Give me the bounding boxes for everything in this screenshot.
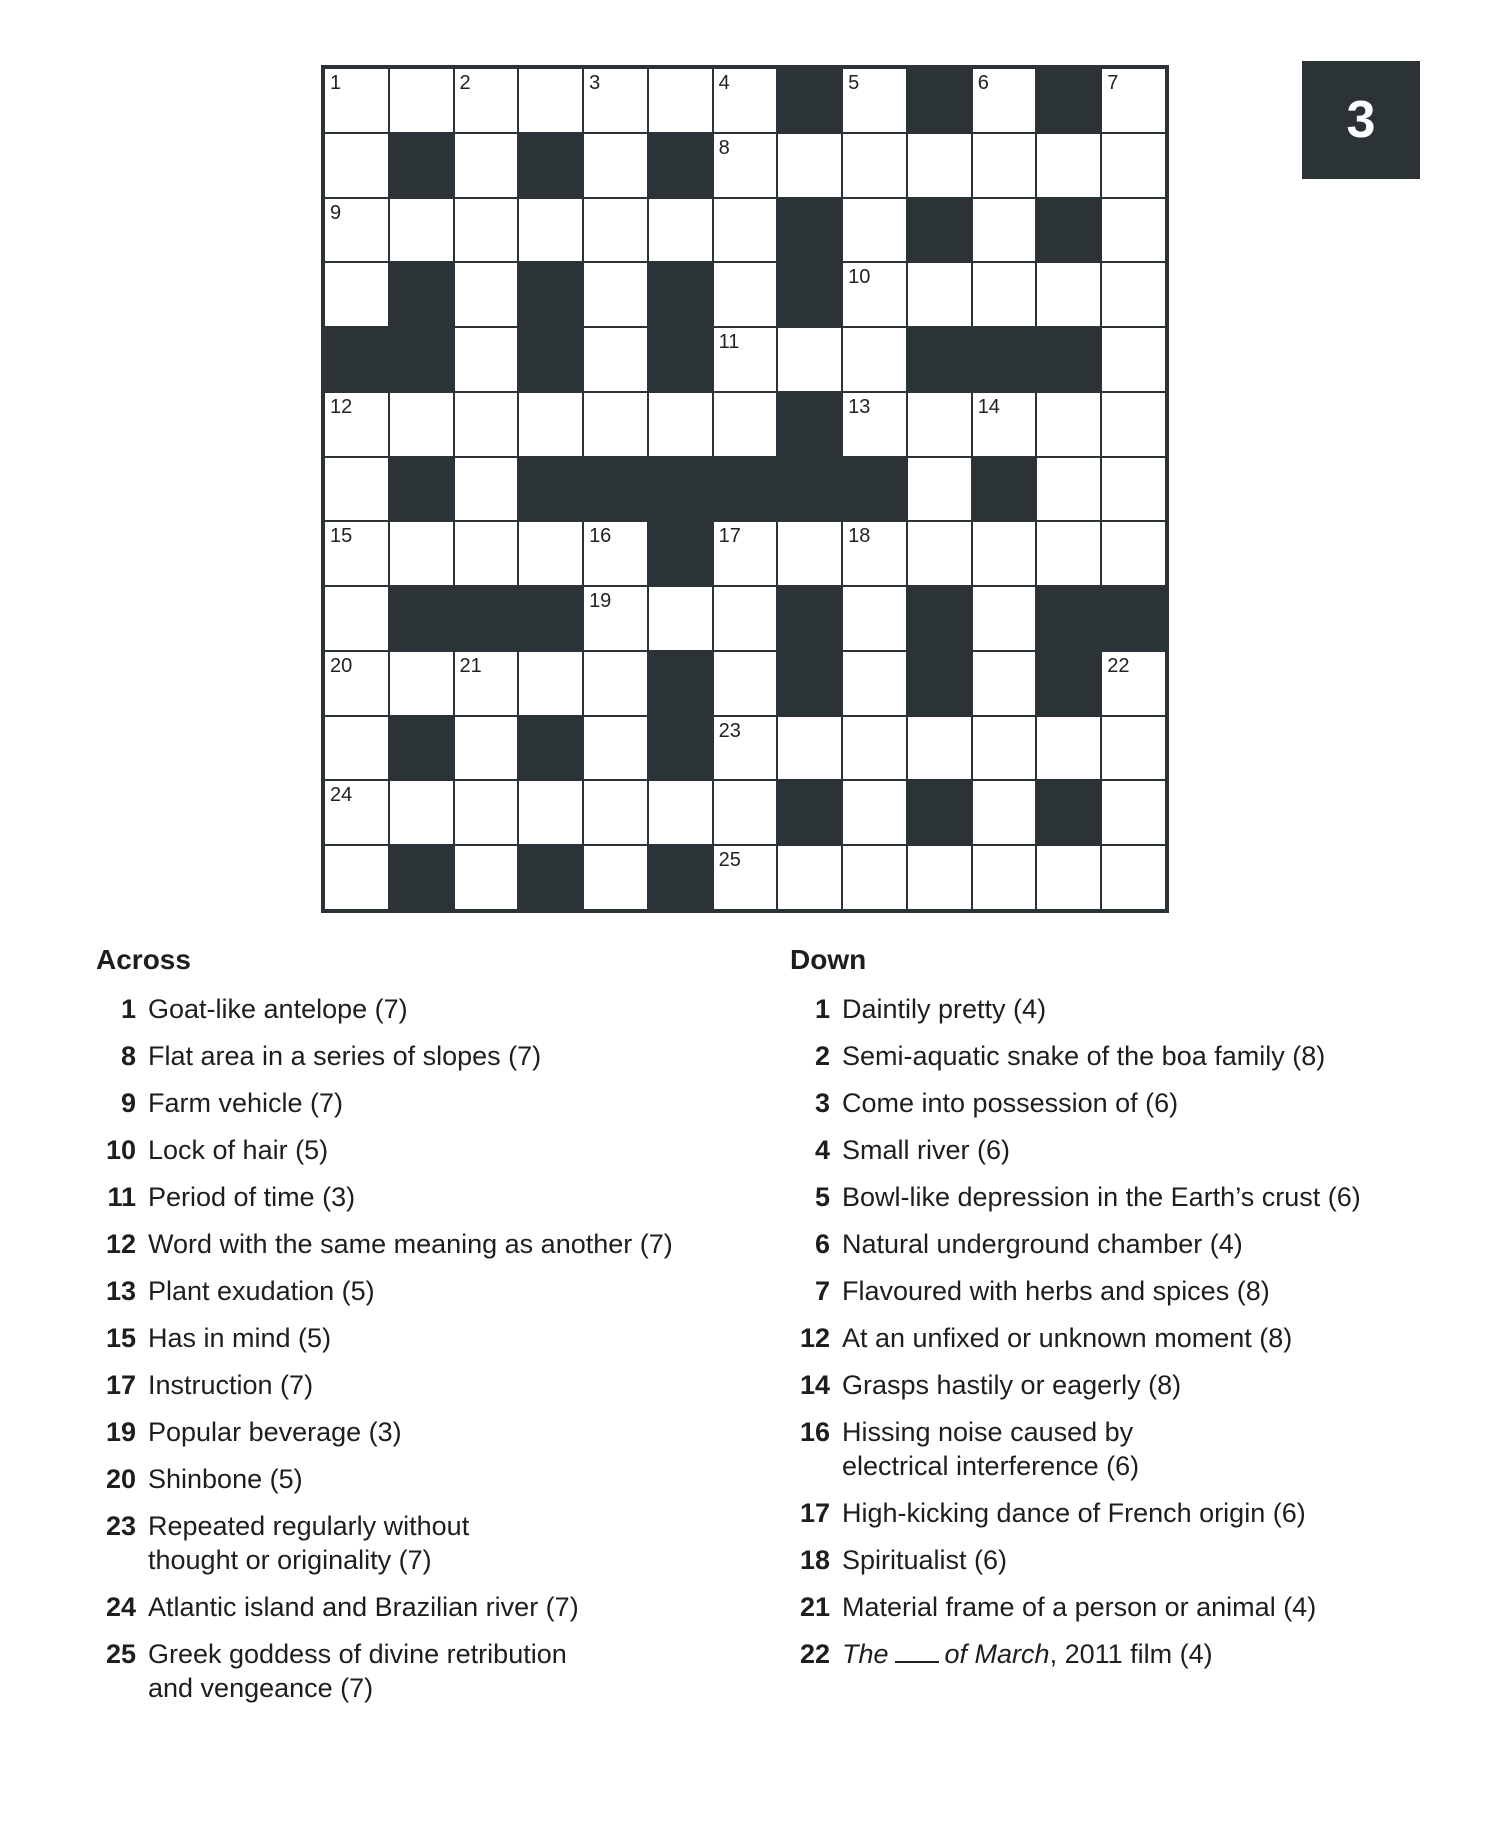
clue-down-12	[790, 1321, 1430, 1355]
grid-cell[interactable]	[1101, 262, 1166, 327]
cell-number: 16	[589, 525, 612, 548]
clue-number: 19	[105, 1417, 136, 1447]
grid-cell[interactable]	[842, 262, 907, 327]
grid-cell-black	[648, 651, 713, 716]
grid-cell[interactable]	[842, 586, 907, 651]
clue-text: Goat-like antelope (7)	[148, 994, 408, 1024]
grid-cell[interactable]	[454, 68, 519, 133]
clue-text: Instruction (7)	[148, 1370, 314, 1400]
clue-text: Greek goddess of divine retribution	[148, 1639, 567, 1669]
grid-cell[interactable]	[842, 845, 907, 910]
grid-cell[interactable]	[583, 521, 648, 586]
clue-across-19	[96, 1415, 736, 1449]
cell-number: 25	[718, 849, 741, 872]
cell-number: 17	[718, 525, 741, 548]
grid-cell[interactable]	[1101, 845, 1166, 910]
grid-cell[interactable]	[907, 262, 972, 327]
grid-cell-black	[907, 198, 972, 263]
cell-number: 15	[330, 525, 353, 548]
grid-cell[interactable]	[324, 521, 389, 586]
grid-cell[interactable]	[1101, 651, 1166, 716]
clue-number: 20	[105, 1464, 136, 1494]
cell-number: 19	[589, 590, 612, 613]
grid-cell-black	[648, 845, 713, 910]
grid-cell[interactable]	[454, 716, 519, 781]
grid-cell[interactable]	[713, 392, 778, 457]
clue-down-7	[790, 1274, 1430, 1308]
across-heading: Across	[96, 944, 191, 975]
grid-cell-black	[518, 457, 583, 522]
grid-cell-black	[454, 586, 519, 651]
grid-cell-black	[518, 586, 583, 651]
grid-cell[interactable]	[324, 780, 389, 845]
grid-cell[interactable]	[1101, 521, 1166, 586]
clue-down-22	[790, 1637, 1430, 1671]
grid-cell[interactable]	[842, 651, 907, 716]
clue-across-10	[96, 1133, 736, 1167]
clue-text: Come into possession of (6)	[842, 1088, 1179, 1118]
clue-number: 24	[105, 1592, 136, 1622]
grid-cell-black	[518, 327, 583, 392]
clue-text: Word with the same meaning as another (7)	[148, 1229, 673, 1259]
clue-text: High-kicking dance of French origin (6)	[842, 1498, 1306, 1528]
answer-blank	[895, 1641, 939, 1663]
grid-cell[interactable]	[907, 457, 972, 522]
grid-cell[interactable]	[583, 262, 648, 327]
grid-cell-black	[518, 262, 583, 327]
clue-down-4	[790, 1133, 1430, 1167]
grid-cell[interactable]	[907, 392, 972, 457]
clue-text: Natural underground chamber (4)	[842, 1229, 1243, 1259]
grid-cell-black	[648, 716, 713, 781]
grid-cell[interactable]	[324, 845, 389, 910]
clue-across-20	[96, 1462, 736, 1496]
grid-cell[interactable]	[324, 457, 389, 522]
clue-text: Small river (6)	[842, 1135, 1011, 1165]
clue-number: 3	[814, 1088, 830, 1118]
grid-cell-black	[518, 133, 583, 198]
grid-cell[interactable]	[583, 780, 648, 845]
clue-text: Atlantic island and Brazilian river (7)	[148, 1592, 579, 1622]
grid-cell[interactable]	[583, 68, 648, 133]
clue-number: 12	[105, 1229, 136, 1259]
clue-text: Period of time (3)	[148, 1182, 356, 1212]
grid-cell[interactable]	[454, 327, 519, 392]
clue-text: Daintily pretty (4)	[842, 994, 1047, 1024]
grid-cell[interactable]	[713, 68, 778, 133]
clue-number: 22	[799, 1639, 830, 1669]
grid-cell[interactable]	[842, 327, 907, 392]
clue-number: 1	[120, 994, 136, 1024]
grid-cell-black	[907, 651, 972, 716]
grid-cell[interactable]	[713, 845, 778, 910]
grid-cell-black	[1036, 68, 1101, 133]
clue-number: 10	[105, 1135, 136, 1165]
clue-text: Popular beverage (3)	[148, 1417, 402, 1447]
grid-cell[interactable]	[518, 68, 583, 133]
grid-cell[interactable]	[972, 68, 1037, 133]
grid-cell[interactable]	[842, 716, 907, 781]
page-number-badge: 3	[1302, 61, 1420, 179]
grid-cell-black	[389, 457, 454, 522]
clue-text: Farm vehicle (7)	[148, 1088, 344, 1118]
grid-cell[interactable]	[907, 845, 972, 910]
clue-text: Bowl-like depression in the Earth’s crust (6)	[842, 1182, 1361, 1212]
grid-cell[interactable]	[1101, 327, 1166, 392]
grid-cell[interactable]	[907, 521, 972, 586]
grid-cell-black	[907, 780, 972, 845]
clue-across-9	[96, 1086, 736, 1120]
cell-number: 22	[1107, 654, 1130, 677]
grid-cell[interactable]	[583, 845, 648, 910]
grid-cell[interactable]	[1036, 133, 1101, 198]
cell-number: 20	[330, 654, 353, 677]
cell-number: 13	[848, 395, 871, 418]
grid-cell-black	[1036, 780, 1101, 845]
clue-text: Hissing noise caused by	[842, 1417, 1134, 1447]
grid-cell[interactable]	[324, 586, 389, 651]
across-clues	[96, 944, 736, 1718]
clue-number: 14	[799, 1370, 830, 1400]
grid-cell[interactable]	[1101, 457, 1166, 522]
cell-number: 14	[977, 395, 1000, 418]
grid-cell[interactable]	[842, 780, 907, 845]
grid-cell-black	[777, 457, 842, 522]
clue-down-3	[790, 1086, 1430, 1120]
grid-cell[interactable]	[713, 651, 778, 716]
grid-cell-black	[1036, 586, 1101, 651]
grid-cell[interactable]	[1036, 716, 1101, 781]
grid-cell[interactable]	[713, 716, 778, 781]
grid-cell[interactable]	[389, 651, 454, 716]
grid-cell[interactable]	[648, 392, 713, 457]
clue-down-5	[790, 1180, 1430, 1214]
grid-cell-black	[842, 457, 907, 522]
cell-number: 3	[589, 72, 601, 94]
cell-number: 4	[718, 72, 730, 94]
grid-cell[interactable]	[1101, 780, 1166, 845]
grid-cell[interactable]	[454, 457, 519, 522]
grid-cell-black	[777, 392, 842, 457]
grid-cell[interactable]	[648, 68, 713, 133]
grid-cell[interactable]	[972, 845, 1037, 910]
clue-across-25	[96, 1637, 736, 1705]
grid-cell[interactable]	[324, 68, 389, 133]
grid-cell[interactable]	[1036, 521, 1101, 586]
clue-text: At an unfixed or unknown moment (8)	[842, 1323, 1293, 1353]
clue-text: Grasps hastily or eagerly (8)	[842, 1370, 1182, 1400]
clue-text: , 2011 film (4)	[1049, 1639, 1213, 1669]
clue-down-14	[790, 1368, 1430, 1402]
grid-cell[interactable]	[648, 780, 713, 845]
grid-cell-black	[648, 327, 713, 392]
clue-down-17	[790, 1496, 1430, 1530]
film-title-start: The	[842, 1639, 889, 1669]
clue-text: Material frame of a person or animal (4)	[842, 1592, 1317, 1622]
grid-cell[interactable]	[324, 262, 389, 327]
grid-cell[interactable]	[324, 133, 389, 198]
clue-text: Flavoured with herbs and spices (8)	[842, 1276, 1270, 1306]
grid-cell[interactable]	[1036, 262, 1101, 327]
grid-cell[interactable]	[648, 586, 713, 651]
grid-cell-black	[648, 521, 713, 586]
clue-across-8	[96, 1039, 736, 1073]
cell-number: 8	[718, 136, 730, 159]
grid-cell[interactable]	[583, 651, 648, 716]
grid-cell[interactable]	[777, 327, 842, 392]
grid-cell[interactable]	[454, 780, 519, 845]
cell-number: 7	[1107, 72, 1119, 94]
clue-text: Plant exudation (5)	[148, 1276, 375, 1306]
grid-cell[interactable]	[518, 651, 583, 716]
clue-number: 15	[105, 1323, 136, 1353]
grid-cell-black	[1036, 651, 1101, 716]
clue-down-2	[790, 1039, 1430, 1073]
grid-cell[interactable]	[972, 198, 1037, 263]
grid-cell[interactable]	[907, 133, 972, 198]
cell-number: 18	[848, 525, 871, 548]
grid-cell-black	[1036, 327, 1101, 392]
clue-text: Spiritualist (6)	[842, 1545, 1008, 1575]
grid-cell[interactable]	[777, 521, 842, 586]
clue-number: 12	[799, 1323, 830, 1353]
crossword-grid	[321, 65, 1169, 913]
grid-cell[interactable]	[518, 198, 583, 263]
grid-cell[interactable]	[777, 133, 842, 198]
grid-cell-black	[907, 68, 972, 133]
clue-number: 17	[799, 1498, 830, 1528]
grid-cell[interactable]	[842, 521, 907, 586]
clue-across-23	[96, 1509, 736, 1577]
grid-cell[interactable]	[454, 651, 519, 716]
grid-cell[interactable]	[713, 198, 778, 263]
grid-cell[interactable]	[389, 521, 454, 586]
down-clue-list	[790, 992, 1430, 1624]
grid-cell[interactable]	[1101, 392, 1166, 457]
grid-cell[interactable]	[713, 262, 778, 327]
grid-cell[interactable]	[583, 327, 648, 392]
grid-cell[interactable]	[972, 521, 1037, 586]
down-heading: Down	[790, 944, 867, 975]
grid-cell[interactable]	[972, 716, 1037, 781]
grid-cell[interactable]	[389, 198, 454, 263]
grid-cell[interactable]	[648, 198, 713, 263]
clue-text: Lock of hair (5)	[148, 1135, 329, 1165]
grid-cell-black	[907, 586, 972, 651]
grid-cell-black	[777, 198, 842, 263]
grid-cell[interactable]	[454, 198, 519, 263]
clue-down-18	[790, 1543, 1430, 1577]
grid-cell[interactable]	[713, 780, 778, 845]
cell-number: 12	[330, 395, 353, 418]
grid-cell[interactable]	[518, 521, 583, 586]
grid-cell[interactable]	[583, 586, 648, 651]
grid-cell[interactable]	[972, 586, 1037, 651]
grid-cell[interactable]	[454, 521, 519, 586]
grid-cell-black	[972, 457, 1037, 522]
clue-number: 13	[105, 1276, 136, 1306]
grid-cell[interactable]	[1101, 716, 1166, 781]
grid-cell-black	[389, 845, 454, 910]
grid-cell-black	[389, 327, 454, 392]
clue-number: 2	[814, 1041, 830, 1071]
clue-number: 16	[799, 1417, 830, 1447]
clue-text-continued: and vengeance (7)	[148, 1673, 374, 1703]
clue-number: 25	[105, 1639, 136, 1669]
grid-cell[interactable]	[713, 521, 778, 586]
grid-cell[interactable]	[518, 392, 583, 457]
grid-cell-black	[389, 133, 454, 198]
clue-number: 1	[814, 994, 830, 1024]
grid-cell[interactable]	[454, 845, 519, 910]
clue-across-15	[96, 1321, 736, 1355]
grid-cell[interactable]	[1101, 133, 1166, 198]
clue-number: 18	[799, 1545, 830, 1575]
clue-number: 5	[814, 1182, 830, 1212]
clue-number: 4	[814, 1135, 830, 1165]
grid-cell-black	[777, 586, 842, 651]
grid-cell[interactable]	[972, 262, 1037, 327]
clue-text: Semi-aquatic snake of the boa family (8)	[842, 1041, 1326, 1071]
grid-cell[interactable]	[907, 716, 972, 781]
down-clues	[790, 944, 1430, 1684]
clue-text: Flat area in a series of slopes (7)	[148, 1041, 542, 1071]
grid-cell-black	[777, 262, 842, 327]
clue-number: 21	[799, 1592, 830, 1622]
grid-cell-black	[777, 651, 842, 716]
grid-cell[interactable]	[1101, 198, 1166, 263]
grid-cell[interactable]	[972, 392, 1037, 457]
grid-cell-black	[1101, 586, 1166, 651]
clue-down-6	[790, 1227, 1430, 1261]
grid-cell[interactable]	[972, 651, 1037, 716]
grid-cell[interactable]	[713, 327, 778, 392]
grid-cell-black	[389, 716, 454, 781]
grid-cell[interactable]	[713, 586, 778, 651]
clue-number: 6	[814, 1229, 830, 1259]
grid-cell[interactable]	[842, 392, 907, 457]
grid-cell[interactable]	[454, 133, 519, 198]
grid-cell[interactable]	[389, 392, 454, 457]
clue-text: Repeated regularly without	[148, 1511, 470, 1541]
clue-number: 7	[814, 1276, 830, 1306]
clue-text: Has in mind (5)	[148, 1323, 332, 1353]
clue-across-24	[96, 1590, 736, 1624]
clue-text-continued: electrical interference (6)	[842, 1451, 1140, 1481]
cell-number: 9	[330, 201, 342, 224]
grid-cell-black	[518, 716, 583, 781]
clue-across-13	[96, 1274, 736, 1308]
grid-cell[interactable]	[842, 198, 907, 263]
grid-cell[interactable]	[583, 198, 648, 263]
grid-cell-black	[972, 327, 1037, 392]
grid-cell[interactable]	[454, 262, 519, 327]
clue-number: 11	[107, 1182, 136, 1212]
cell-number: 10	[848, 266, 871, 289]
grid-cell-black	[518, 845, 583, 910]
grid-cell[interactable]	[972, 133, 1037, 198]
clue-number: 23	[105, 1511, 136, 1541]
grid-cell-black	[777, 780, 842, 845]
grid-cell[interactable]	[454, 392, 519, 457]
clue-across-17	[96, 1368, 736, 1402]
clue-down-16	[790, 1415, 1430, 1483]
grid-cell-black	[648, 133, 713, 198]
cell-number: 24	[330, 784, 353, 807]
clue-number: 17	[105, 1370, 136, 1400]
grid-cell[interactable]	[583, 716, 648, 781]
clue-down-1	[790, 992, 1430, 1026]
grid-cell[interactable]	[713, 133, 778, 198]
grid-cell[interactable]	[583, 133, 648, 198]
grid-cell[interactable]	[777, 716, 842, 781]
grid-cell-black	[907, 327, 972, 392]
grid-cell[interactable]	[1036, 392, 1101, 457]
cell-number: 6	[977, 72, 989, 94]
grid-cell[interactable]	[389, 68, 454, 133]
grid-cell[interactable]	[842, 133, 907, 198]
cell-number: 11	[718, 331, 740, 354]
grid-cell[interactable]	[842, 68, 907, 133]
grid-cell[interactable]	[389, 780, 454, 845]
grid-cell[interactable]	[1036, 457, 1101, 522]
cell-number: 1	[330, 72, 342, 94]
grid-cell[interactable]	[583, 392, 648, 457]
clue-text: Shinbone (5)	[148, 1464, 303, 1494]
cell-number: 5	[848, 72, 860, 94]
clue-number: 9	[120, 1088, 136, 1118]
clue-number: 8	[120, 1041, 136, 1071]
across-clue-list	[96, 992, 736, 1705]
film-title-end: of March	[944, 1639, 1050, 1669]
grid-cell-black	[648, 457, 713, 522]
grid-cell[interactable]	[324, 716, 389, 781]
grid-cell-black	[648, 262, 713, 327]
clue-across-12	[96, 1227, 736, 1261]
grid-cell-black	[389, 262, 454, 327]
cell-number: 2	[459, 72, 471, 94]
clue-text-continued: thought or originality (7)	[148, 1545, 432, 1575]
clue-down-21	[790, 1590, 1430, 1624]
grid-cell-black	[777, 68, 842, 133]
grid-cell[interactable]	[518, 780, 583, 845]
grid-cell[interactable]	[972, 780, 1037, 845]
grid-cell[interactable]	[324, 651, 389, 716]
grid-cell-black	[324, 327, 389, 392]
grid-cell-black	[713, 457, 778, 522]
grid-cell[interactable]	[1036, 845, 1101, 910]
grid-cell[interactable]	[324, 392, 389, 457]
clue-across-1	[96, 992, 736, 1026]
grid-cell[interactable]	[777, 845, 842, 910]
grid-cell-black	[389, 586, 454, 651]
cell-number: 23	[718, 719, 741, 742]
grid-cell-black	[583, 457, 648, 522]
clue-across-11	[96, 1180, 736, 1214]
grid-cell[interactable]	[1101, 68, 1166, 133]
grid-cell[interactable]	[324, 198, 389, 263]
grid-cell-black	[1036, 198, 1101, 263]
cell-number: 21	[459, 654, 482, 677]
